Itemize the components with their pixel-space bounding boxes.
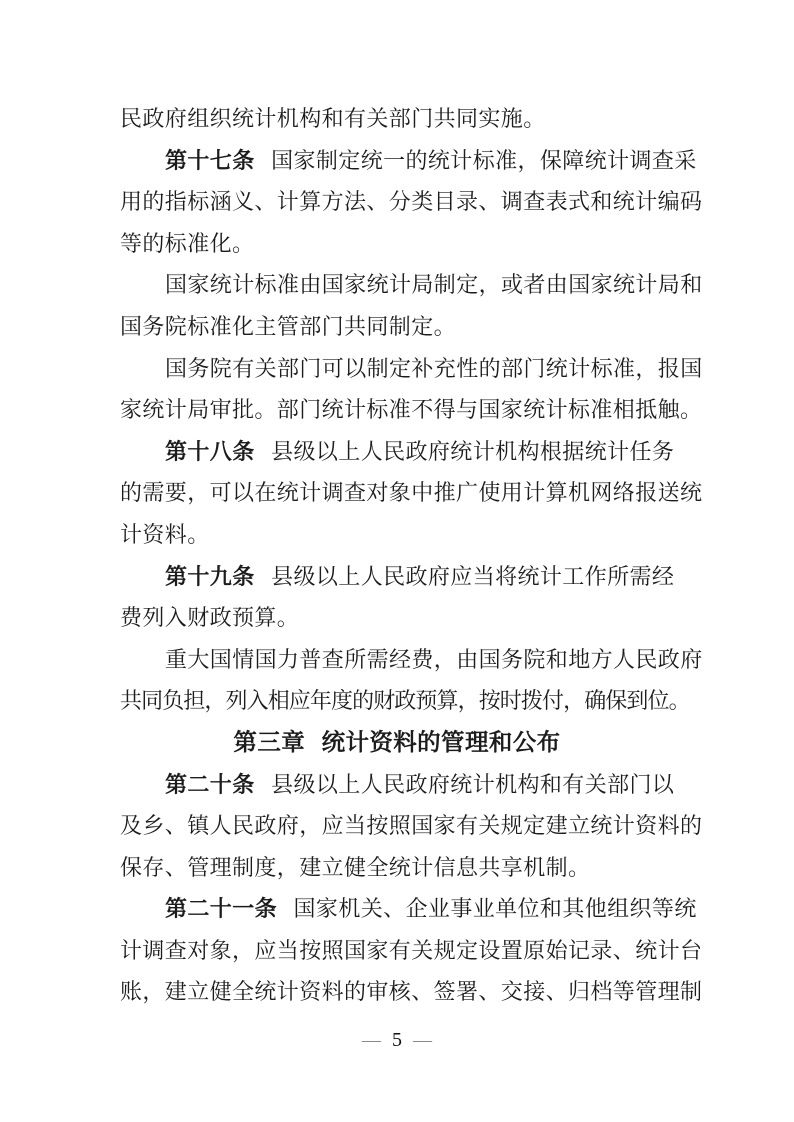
text-line [120, 264, 710, 306]
text-line [120, 348, 710, 390]
chapter-heading [0, 722, 794, 764]
document-body [120, 98, 710, 1013]
line-text: 保存、管理制度，建立健全统计信息共享机制。 [120, 854, 591, 880]
footer-dash-left: — [362, 1030, 381, 1051]
line-text: 共同负担，列入相应年度的财政预算，按时拨付，确保到位。 [120, 688, 690, 714]
text-line [120, 389, 710, 431]
text-line [120, 556, 710, 598]
text-line [120, 930, 710, 972]
text-line [120, 98, 710, 140]
line-text: 计调查对象，应当按照国家有关规定设置原始记录、统计台 [120, 937, 703, 963]
line-text: 国务院标准化主管部门共同制定。 [120, 313, 457, 339]
line-text: 国家制定统一的统计标准，保障统计调查采 [271, 147, 697, 173]
line-text: 用的指标涵义、计算方法、分类目录、调查表式和统计编码 [120, 189, 703, 215]
line-text: 县级以上人民政府统计机构根据统计任务 [271, 438, 675, 464]
line-text: 家统计局审批。部门统计标准不得与国家统计标准相抵触。 [120, 397, 703, 423]
line-text: 统计资料的管理和公布 [321, 728, 561, 755]
line-text: 账，建立健全统计资料的审核、签署、交接、归档等管理制 [120, 979, 703, 1005]
text-line [120, 680, 710, 722]
line-text: 县级以上人民政府统计机构和有关部门以 [271, 771, 675, 797]
text-line [120, 514, 710, 556]
article-number: 第二十一条 [165, 896, 278, 922]
text-line [120, 431, 710, 473]
line-text: 等的标准化。 [120, 230, 255, 256]
line-text: 国家机关、企业事业单位和其他组织等统 [293, 896, 697, 922]
line-text: 国务院有关部门可以制定补充性的部门统计标准，报国 [165, 355, 703, 381]
page-footer [0, 1028, 794, 1053]
line-text: 国家统计标准由国家统计局制定，或者由国家统计局和 [165, 272, 703, 298]
line-text: 及乡、镇人民政府，应当按照国家有关规定建立统计资料的 [120, 813, 703, 839]
text-line [120, 181, 710, 223]
line-text: 费列入财政预算。 [120, 605, 300, 631]
article-number: 第十八条 [165, 438, 255, 464]
page-number: 5 [392, 1029, 402, 1051]
article-number: 第十七条 [165, 147, 255, 173]
text-line [120, 971, 710, 1013]
line-text: 县级以上人民政府应当将统计工作所需经 [271, 563, 675, 589]
text-line [120, 847, 710, 889]
text-line [120, 888, 710, 930]
chapter-number: 第三章 [233, 728, 306, 755]
line-text: 的需要，可以在统计调查对象中推广使用计算机网络报送统 [120, 480, 703, 506]
text-line [120, 764, 710, 806]
line-text: 重大国情国力普查所需经费，由国务院和地方人民政府 [165, 646, 703, 672]
line-text: 民政府组织统计机构和有关部门共同实施。 [120, 106, 546, 131]
text-line [120, 597, 710, 639]
text-line [120, 472, 710, 514]
text-line [120, 140, 710, 182]
text-line [120, 639, 710, 681]
footer-dash-right: — [413, 1030, 432, 1051]
line-text: 计资料。 [120, 521, 210, 547]
text-line [120, 223, 710, 265]
article-number: 第二十条 [165, 771, 255, 797]
text-line [120, 306, 710, 348]
article-number: 第十九条 [165, 563, 255, 589]
text-line [120, 805, 710, 847]
